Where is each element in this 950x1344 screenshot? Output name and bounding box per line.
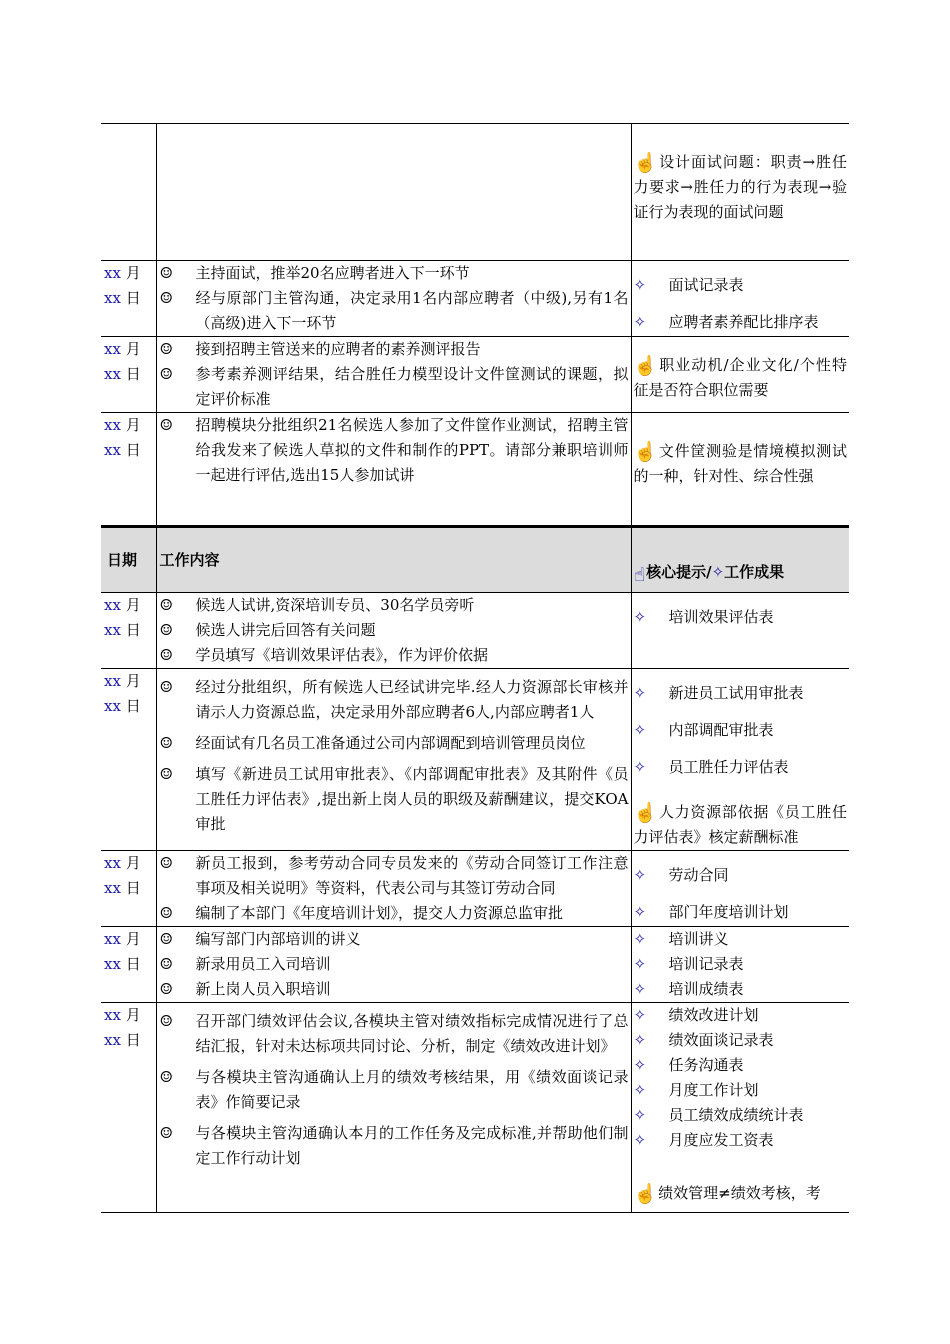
smiley-icon: ☺ <box>159 365 173 383</box>
smiley-icon: ☺ <box>159 340 173 358</box>
result-item: ✧ 员工绩效成绩统计表 <box>632 1103 850 1128</box>
list-item: ☺ 新录用员工入司培训 <box>157 952 631 977</box>
result-item: ✧ 任务沟通表 <box>632 1053 850 1078</box>
sparkle-diamond-icon: ✧ <box>633 721 647 739</box>
smiley-icon: ☺ <box>159 264 173 282</box>
sparkle-diamond-icon: ✧ <box>633 955 647 973</box>
smiley-icon: ☺ <box>159 621 173 639</box>
list-item: ☺ 经与原部门主管沟通，决定录用1名内部应聘者（中级),另有1名（高级)进入下一环节 <box>157 286 631 336</box>
result-item: ✧ 月度工作计划 <box>632 1078 850 1103</box>
tip-note: ☝人力资源部依据《员工胜任力评估表》核定薪酬标准 <box>633 802 847 846</box>
list-item: ☺ 新员工报到，参考劳动合同专员发来的《劳动合同签订工作注意事项及相关说明》等资料，代表公司与其签订劳动合同 <box>157 851 631 901</box>
tip-note: ☝文件筐测验是情境模拟测试的一种，针对性、综合性强 <box>633 441 847 485</box>
table-row <box>101 337 849 413</box>
table-row <box>101 413 849 527</box>
list-item: ☺ 候选人试讲,资深培训专员、30名学员旁听 <box>157 593 631 618</box>
result-cell <box>631 851 849 927</box>
pointing-hand-icon: ☝ <box>633 152 659 174</box>
date-cell <box>101 851 156 927</box>
smiley-icon: ☺ <box>159 678 173 696</box>
work-cell <box>156 669 631 851</box>
smiley-icon: ☺ <box>159 904 173 922</box>
result-cell <box>631 1003 849 1213</box>
sparkle-diamond-icon: ✧ <box>633 903 647 921</box>
result-cell <box>631 927 849 1003</box>
result-item: ✧ 绩效面谈记录表 <box>632 1028 850 1053</box>
list-item: ☺ 主持面试，推举20名应聘者进入下一环节 <box>157 261 631 286</box>
table-header-row <box>101 527 849 593</box>
result-item: ✧ 培训成绩表 <box>632 977 850 1002</box>
table-row <box>101 1003 849 1213</box>
date-cell <box>101 927 156 1003</box>
sparkle-diamond-icon: ✧ <box>633 608 647 626</box>
list-item: ☺ 编写部门内部培训的讲义 <box>157 927 631 952</box>
work-cell <box>156 851 631 927</box>
smiley-icon: ☺ <box>159 765 173 783</box>
smiley-icon: ☺ <box>159 734 173 752</box>
date-day: xx 日 <box>104 365 141 383</box>
sparkle-diamond-icon: ✧ <box>633 980 647 998</box>
list-item: ☺ 新上岗人员入职培训 <box>157 977 631 1002</box>
result-item: ✧ 应聘者素养配比排序表 <box>632 298 850 335</box>
smiley-icon: ☺ <box>159 289 173 307</box>
date-month: xx 月 <box>104 854 141 872</box>
list-item: ☺ 与各模块主管沟通确认上月的绩效考核结果，用《绩效面谈记录表》作简要记录 <box>157 1065 631 1115</box>
work-cell <box>156 927 631 1003</box>
date-cell <box>101 413 156 527</box>
smiley-icon: ☺ <box>159 1068 173 1086</box>
sparkle-diamond-icon: ✧ <box>633 1106 647 1124</box>
smiley-icon: ☺ <box>159 1124 173 1142</box>
result-item: ✧ 内部调配审批表 <box>632 706 850 743</box>
date-day: xx 日 <box>104 697 141 715</box>
smiley-icon: ☺ <box>159 930 173 948</box>
result-item: ✧ 培训效果评估表 <box>632 593 850 630</box>
work-cell <box>156 413 631 527</box>
result-cell <box>631 669 849 851</box>
date-month: xx 月 <box>104 672 141 690</box>
sparkle-diamond-icon: ✧ <box>633 684 647 702</box>
list-item: ☺ 学员填写《培训效果评估表》，作为评价依据 <box>157 643 631 668</box>
header-result <box>631 527 849 593</box>
result-item: ✧ 培训记录表 <box>632 952 850 977</box>
sparkle-diamond-icon: ✧ <box>633 758 647 776</box>
date-cell <box>101 337 156 413</box>
date-month: xx 月 <box>104 1006 141 1024</box>
result-item: ✧ 面试记录表 <box>632 261 850 298</box>
work-cell <box>156 593 631 669</box>
pointing-hand-icon: ☝ <box>633 564 646 586</box>
sparkle-diamond-icon: ✧ <box>633 930 647 948</box>
date-cell <box>101 669 156 851</box>
table-row <box>101 261 849 337</box>
smiley-icon: ☺ <box>159 1012 173 1030</box>
work-cell <box>156 124 631 261</box>
table-row <box>101 851 849 927</box>
date-day: xx 日 <box>104 879 141 897</box>
smiley-icon: ☺ <box>159 596 173 614</box>
result-item: ✧ 员工胜任力评估表 <box>632 743 850 780</box>
date-cell <box>101 261 156 337</box>
sparkle-diamond-icon: ✧ <box>633 1131 647 1149</box>
result-item: ✧ 新进员工试用审批表 <box>632 669 850 706</box>
pointing-hand-icon: ☝ <box>633 1183 658 1205</box>
result-item: ✧ 部门年度培训计划 <box>632 888 850 925</box>
work-cell <box>156 1003 631 1213</box>
date-day: xx 日 <box>104 289 141 307</box>
pointing-hand-icon: ☝ <box>633 802 658 824</box>
sparkle-diamond-icon: ✧ <box>633 866 647 884</box>
list-item: ☺ 填写《新进员工试用审批表》、《内部调配审批表》及其附件《员工胜任力评估表》,提出新上岗人员的职级及薪酬建议，提交KOA审批 <box>157 762 631 837</box>
pointing-hand-icon: ☝ <box>633 441 658 463</box>
result-item: ✧ 劳动合同 <box>632 851 850 888</box>
date-day: xx 日 <box>104 621 141 639</box>
date-cell <box>101 124 156 261</box>
result-cell <box>631 593 849 669</box>
sparkle-diamond-icon: ✧ <box>633 1031 647 1049</box>
tip-note: ☝职业动机/企业文化/个性特征是否符合职位需要 <box>633 355 847 399</box>
table-row <box>101 669 849 851</box>
sparkle-diamond-icon: ✧ <box>633 1056 647 1074</box>
smiley-icon: ☺ <box>159 980 173 998</box>
date-day: xx 日 <box>104 441 141 459</box>
result-item: ✧ 月度应发工资表 <box>632 1128 850 1153</box>
result-cell <box>631 261 849 337</box>
list-item: ☺ 与各模块主管沟通确认本月的工作任务及完成标准,并帮助他们制定工作行动计划 <box>157 1121 631 1171</box>
date-month: xx 月 <box>104 596 141 614</box>
header-result-label: ☝ 核心提示/ ✧ 工作成果 <box>632 528 850 592</box>
list-item: ☺ 候选人讲完后回答有关问题 <box>157 618 631 643</box>
date-cell <box>101 1003 156 1213</box>
date-day: xx 日 <box>104 1031 141 1049</box>
date-month: xx 月 <box>104 416 141 434</box>
list-item: ☺ 招聘模块分批组织21名候选人参加了文件筐作业测试，招聘主管给我发来了候选人草拟的文件和制作的PPT。请部分兼职培训师一起进行评估,选出15人参加试讲 <box>157 413 631 488</box>
smiley-icon: ☺ <box>159 416 173 434</box>
result-cell <box>631 413 849 527</box>
work-cell <box>156 337 631 413</box>
list-item: ☺ 召开部门绩效评估会议,各模块主管对绩效指标完成情况进行了总结汇报，针对未达标项共同讨论、分析，制定《绩效改进计划》 <box>157 1003 631 1059</box>
list-item: ☺ 经面试有几名员工准备通过公司内部调配到培训管理员岗位 <box>157 731 631 756</box>
work-cell <box>156 261 631 337</box>
list-item: ☺ 编制了本部门《年度培训计划》，提交人力资源总监审批 <box>157 901 631 926</box>
pointing-hand-icon: ☝ <box>633 355 659 377</box>
work-log-table <box>101 123 849 1213</box>
date-month: xx 月 <box>104 340 141 358</box>
list-item: ☺ 接到招聘主管送来的应聘者的素养测评报告 <box>157 337 631 362</box>
sparkle-diamond-icon: ✧ <box>711 563 725 581</box>
list-item: ☺ 经过分批组织，所有候选人已经试讲完毕.经人力资源部长审核并请示人力资源总监，决定录用外部应聘者6人,内部应聘者1人 <box>157 669 631 725</box>
header-date: 日期 <box>101 527 156 593</box>
list-item: ☺ 参考素养测评结果，结合胜任力模型设计文件筐测试的课题，拟定评价标准 <box>157 362 631 412</box>
result-cell <box>631 124 849 261</box>
sparkle-diamond-icon: ✧ <box>633 1006 647 1024</box>
sparkle-diamond-icon: ✧ <box>633 1081 647 1099</box>
header-work: 工作内容 <box>156 527 631 593</box>
sparkle-diamond-icon: ✧ <box>633 313 647 331</box>
result-item: ✧ 培训讲义 <box>632 927 850 952</box>
smiley-icon: ☺ <box>159 955 173 973</box>
table-row <box>101 124 849 261</box>
tip-note: ☝绩效管理≠绩效考核，考 <box>633 1183 821 1205</box>
sparkle-diamond-icon: ✧ <box>633 276 647 294</box>
smiley-icon: ☺ <box>159 646 173 664</box>
date-day: xx 日 <box>104 955 141 973</box>
date-month: xx 月 <box>104 264 141 282</box>
table-row <box>101 927 849 1003</box>
table-row <box>101 593 849 669</box>
result-item: ✧ 绩效改进计划 <box>632 1003 850 1028</box>
smiley-icon: ☺ <box>159 854 173 872</box>
result-cell <box>631 337 849 413</box>
date-month: xx 月 <box>104 930 141 948</box>
date-cell <box>101 593 156 669</box>
tip-note: ☝设计面试问题：职责→胜任力要求→胜任力的行为表现→验证行为表现的面试问题 <box>633 152 847 221</box>
